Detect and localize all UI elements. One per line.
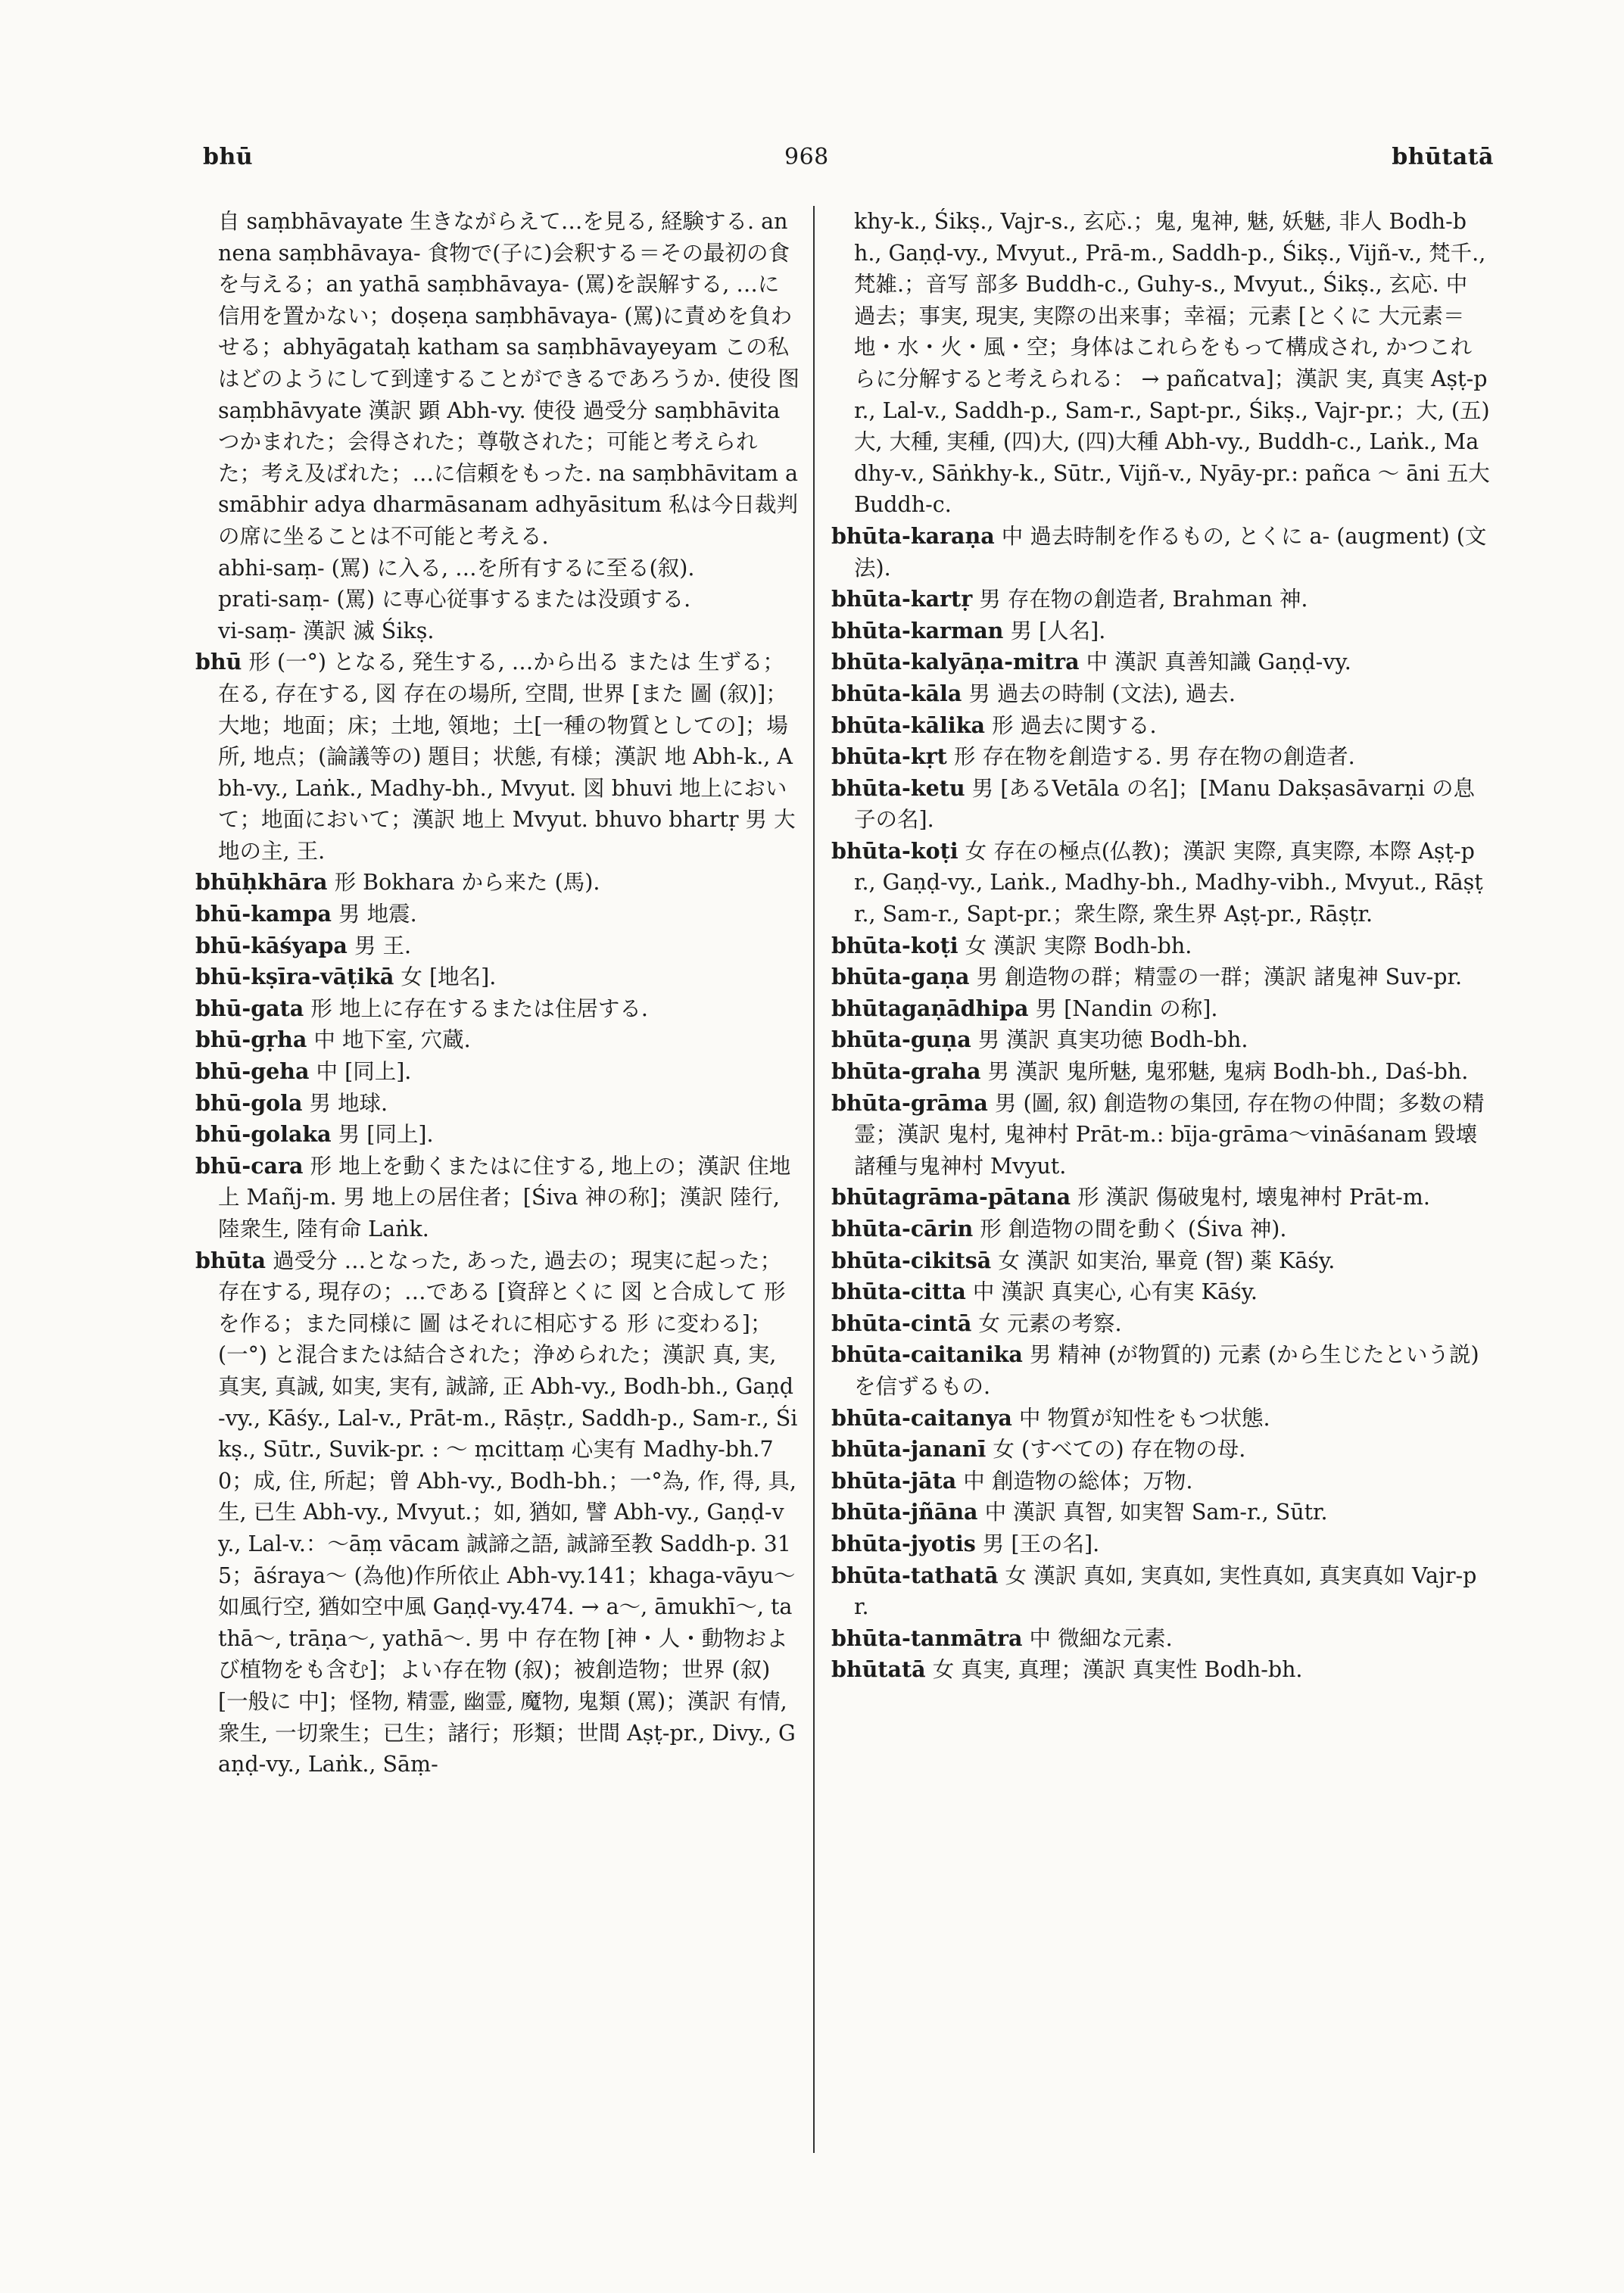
entry-definition: 女 存在の極点(仏教)；漢訳 実際, 真実際, 本際 Aṣṭ-pr., Gaṇḍ-vy., Laṅk., Madhy-bh., Madhy-vibh., Mvyut., Rāṣṭr., Sam-r., Sapt-pr.；衆生際, 衆生界 Aṣṭ-pr., Rāṣṭr.	[854, 838, 1483, 927]
running-head-left: bhū	[203, 144, 254, 170]
entry-definition: 形 (一°) となる, 発生する, …から出る または 生ずる；在る, 存在する, 図 存在の場所, 空間, 世界 [また 圖 (叙)]；大地；地面；床；土地, 領地；土[一種の物質としての]；場所, 地点；(論議等の) 題目；状態, 有様；漢訳 地 Abh-k., Abh-vy., Laṅk., Madhy-bh., Mvyut. 図 bhuvi 地上において；地面において；漢訳 地上 Mvyut. bhuvo bhartṛ 男 大地の主, 王.	[218, 650, 796, 864]
dictionary-entry	[831, 773, 1490, 836]
entry-definition: 女 真実, 真理；漢訳 真実性 Bodh-bh.	[925, 1657, 1303, 1683]
dictionary-entry	[195, 1119, 800, 1151]
entry-definition: 形 過去に関する.	[984, 712, 1157, 738]
entry-headword: bhūta-caitanika	[831, 1341, 1023, 1368]
dictionary-entry	[195, 867, 800, 899]
dictionary-entry	[831, 1528, 1490, 1560]
entry-definition: 男 [王の名].	[975, 1531, 1100, 1556]
entry-definition: 男 (圖, 叙) 創造物の集団, 存在物の仲間；多数の精霊；漢訳 鬼村, 鬼神村 Prāt-m.: bīja-grāma～vināśanam 毀壊諸種与鬼神村 Mvyut.	[854, 1090, 1485, 1179]
dictionary-entry	[831, 521, 1490, 584]
entry-continuation	[195, 553, 800, 584]
dictionary-entry	[831, 1434, 1490, 1466]
entry-headword: bhū-kāśyapa	[195, 932, 348, 958]
dictionary-entry	[831, 1403, 1490, 1435]
entry-definition: 形 漢訳 傷破鬼村, 壊鬼神村 Prāt-m.	[1071, 1185, 1430, 1210]
entry-definition: 男 過去の時制 (文法), 過去.	[962, 681, 1236, 706]
entry-headword: bhūta-caitanya	[831, 1404, 1012, 1431]
dictionary-entry	[831, 710, 1490, 742]
dictionary-entry	[195, 1245, 800, 1781]
entry-definition: 女 漢訳 真如, 実真如, 実性真如, 真実真如 Vajr-pr.	[854, 1562, 1477, 1620]
entry-headword: bhūta-koṭi	[831, 837, 959, 864]
entry-definition: 男 漢訳 真実功徳 Bodh-bh.	[971, 1027, 1248, 1053]
dictionary-entry	[195, 1088, 800, 1120]
dictionary-entry	[831, 1213, 1490, 1245]
entry-definition: 中 物質が知性をもつ状態.	[1011, 1405, 1270, 1431]
entry-definition: 男 地震.	[331, 902, 417, 927]
entry-definition: 中 地下室, 穴蔵.	[307, 1027, 471, 1053]
column-divider	[813, 206, 815, 2153]
dictionary-entry	[831, 1654, 1490, 1686]
entry-headword: bhū-gola	[195, 1089, 303, 1116]
dictionary-entry	[831, 678, 1490, 710]
entry-headword: bhūḥkhāra	[195, 869, 328, 896]
entry-definition: 中 創造物の総体；万物.	[956, 1468, 1193, 1494]
dictionary-entry	[195, 961, 800, 993]
entry-definition: 形 Bokhara から来た (馬).	[327, 870, 600, 896]
dictionary-entry	[831, 741, 1490, 773]
entry-headword: bhū-kṣīra-vāṭikā	[195, 964, 394, 990]
dictionary-entry	[195, 1024, 800, 1056]
dictionary-entry	[831, 584, 1490, 615]
entry-definition: 男 精神 (が物質的) 元素 (から生じたという説)を信ずるもの.	[854, 1342, 1479, 1399]
entry-headword: bhūta-tathatā	[831, 1562, 999, 1588]
entry-headword: bhū-golaka	[195, 1121, 332, 1148]
dictionary-entry	[831, 836, 1490, 930]
entry-definition: 中 [同上].	[309, 1059, 412, 1085]
entry-definition: 形 存在物を創造する. 男 存在物の創造者.	[946, 744, 1355, 770]
entry-definition: 男 王.	[347, 933, 412, 958]
entry-continuation	[831, 206, 1490, 521]
dictionary-entry	[831, 615, 1490, 647]
entry-headword: bhūta-gaṇa	[831, 964, 970, 990]
dictionary-entry	[831, 930, 1490, 962]
entry-definition: 中 過去時制を作るもの, とくに a- (augment) (文法).	[854, 523, 1487, 581]
dictionary-entry	[831, 1088, 1490, 1182]
entry-headword: bhūta-karman	[831, 617, 1004, 643]
entry-definition: 中 漢訳 真善知識 Gaṇḍ-vy.	[1079, 650, 1351, 675]
entry-continuation	[195, 584, 800, 615]
entry-headword: bhūtatā	[831, 1656, 926, 1683]
entry-definition: 男 創造物の群；精霊の一群；漢訳 諸鬼神 Suv-pr.	[969, 964, 1463, 990]
entry-definition: 男 漢訳 鬼所魅, 鬼邪魅, 鬼病 Bodh-bh., Daś-bh.	[980, 1059, 1469, 1085]
entry-headword: bhūta-cārin	[831, 1216, 974, 1242]
entry-definition: 中 漢訳 真智, 如実智 Sam-r., Sūtr.	[977, 1500, 1328, 1525]
entry-headword: bhūta-grāma	[831, 1089, 988, 1116]
entry-definition: 女 [地名].	[394, 964, 497, 990]
entry-headword: bhūta-graha	[831, 1058, 981, 1085]
dictionary-entry	[831, 1308, 1490, 1340]
entry-headword: bhūta-kālika	[831, 712, 985, 738]
entry-headword: bhūtagrāma-pātana	[831, 1184, 1071, 1210]
running-head-right: bhūtatā	[1392, 144, 1494, 170]
entry-definition: 中 漢訳 真実心, 心有実 Kāśy.	[965, 1279, 1258, 1305]
entry-definition: khy-k., Śikṣ., Vajr-s., 玄応.；鬼, 鬼神, 魅, 妖魅, 非人 Bodh-bh., Gaṇḍ-vy., Mvyut., Prā-m., Saddh-p., Śikṣ., Vijñ-v., 梵千., 梵雑.；音写 部多 Buddh-c., Guhy-s., Mvyut., Śikṣ., 玄応. 中 過去；事実, 現実, 実際の出来事；幸福；元素 [とくに 大元素＝地・水・火・風・空；身体はこれらをもって構成され, かつこれらに分解すると考えられる： → pañcatva]；漢訳 実, 真実 Aṣṭ-pr., Lal-v., Saddh-p., Sam-r., Sapt-pr., Śikṣ., Vajr-pr.；大, (五)大, 大種, 実種, (四)大, (四)大種 Abh-vy., Buddh-c., Laṅk., Madhy-v., Sāṅkhy-k., Sūtr., Vijñ-v., Nyāy-pr.: pañca ～ āni 五大 Buddh-c.	[854, 209, 1490, 518]
entry-headword: bhūta-kāla	[831, 680, 962, 706]
dictionary-entry	[831, 1339, 1490, 1402]
dictionary-entry	[195, 646, 800, 867]
entry-headword: bhūta-jāta	[831, 1467, 957, 1494]
entry-headword: bhūta-tanmātra	[831, 1625, 1023, 1651]
dictionary-entry	[831, 1497, 1490, 1528]
entry-continuation	[195, 615, 800, 647]
entry-headword: bhūta-jyotis	[831, 1530, 976, 1556]
dictionary-entry	[195, 993, 800, 1025]
dictionary-entry	[831, 1245, 1490, 1277]
entry-headword: bhūta-kṛt	[831, 743, 947, 770]
entry-headword: bhū-geha	[195, 1058, 310, 1085]
dictionary-entry	[195, 899, 800, 930]
dictionary-entry	[831, 1623, 1490, 1655]
entry-definition: 男 [同上].	[331, 1122, 434, 1148]
entry-headword: bhūta	[195, 1247, 267, 1273]
entry-headword: bhūta-citta	[831, 1279, 966, 1305]
dictionary-entry	[195, 930, 800, 962]
entry-definition: 男 地球.	[302, 1090, 388, 1116]
entry-headword: bhūta-kalyāṇa-mitra	[831, 649, 1080, 675]
entry-headword: bhūtagaṇādhipa	[831, 995, 1029, 1021]
right-column	[831, 206, 1490, 1686]
entry-headword: bhūta-jananī	[831, 1436, 987, 1463]
entry-definition: 男 [人名].	[1003, 618, 1106, 643]
entry-continuation	[195, 206, 800, 553]
entry-definition: 女 元素の考察.	[971, 1310, 1122, 1336]
entry-headword: bhūta-ketu	[831, 774, 965, 801]
entry-definition: 男 [あるVetāla の名]；[Manu Dakṣasāvarṇi の息子の名].	[854, 775, 1476, 833]
dictionary-entry	[831, 646, 1490, 678]
dictionary-entry	[831, 1024, 1490, 1056]
entry-definition: 女 漢訳 如実治, 畢竟 (智) 薬 Kāśy.	[991, 1248, 1336, 1273]
entry-definition: 形 地上に存在するまたは住居する.	[304, 995, 648, 1021]
entry-definition: 男 存在物の創造者, Brahman 神.	[972, 587, 1308, 612]
dictionary-entry	[831, 993, 1490, 1025]
entry-headword: bhūta-karaṇa	[831, 522, 995, 549]
page-number: 968	[784, 144, 829, 170]
dictionary-entry	[831, 1056, 1490, 1088]
entry-headword: bhūta-cikitsā	[831, 1247, 992, 1273]
entry-definition: vi-saṃ- 漢訳 滅 Śikṣ.	[218, 618, 435, 643]
entry-definition: 女 漢訳 実際 Bodh-bh.	[958, 933, 1192, 958]
entry-headword: bhū-cara	[195, 1152, 304, 1179]
entry-definition: 形 創造物の間を動く (Śiva 神).	[973, 1217, 1287, 1242]
entry-headword: bhūta-kartṛ	[831, 586, 973, 612]
entry-definition: 女 (すべての) 存在物の母.	[986, 1437, 1246, 1463]
dictionary-entry	[831, 1276, 1490, 1308]
entry-definition: 中 微細な元素.	[1022, 1625, 1173, 1651]
entry-headword: bhū-kampa	[195, 901, 332, 927]
entry-headword: bhū-gṛha	[195, 1027, 307, 1053]
dictionary-entry	[195, 1056, 800, 1088]
entry-definition: prati-saṃ- (罵) に専心従事するまたは没頭する.	[218, 587, 691, 612]
dictionary-entry	[831, 1466, 1490, 1497]
entry-definition: 過受分 …となった, あった, 過去の；現実に起った；存在する, 現存の；…である [資辞とくに 図 と合成して 形 を作る；また同様に 圖 はそれに相応する 形 に変わる]；(一°) と混合または結合された；浄められた；漢訳 真, 実, 真実, 真誠, 如実, 実有, 誠諦, 正 Abh-vy., Bodh-bh., Gaṇḍ-vy., Kāśy., Lal-v., Prāt-m., Rāṣṭr., Saddh-p., Sam-r., Śikṣ., Sūtr., Suvik-pr. : ～ ṃcittaṃ 心実有 Madhy-bh.70；成, 住, 所起；曾 Abh-vy., Bodh-bh.；一°為, 作, 得, 具, 生, 已生 Abh-vy., Mvyut.；如, 猶如, 譬 Abh-vy., Gaṇḍ-vy., Lal-v.：～āṃ vācam 誠諦之語, 誠諦至教 Saddh-p. 315；āśraya～ (為他)作所依止 Abh-vy.141；khaga-vāyu～ 如風行空, 猶如空中風 Gaṇḍ-vy.474. → a～, āmukhī～, tathā～, trāṇa～, yathā～. 男 中 存在物 [神・人・動物および植物をも含む]；よい存在物 (叙)；被創造物；世界 (叙) [一般に 中]；怪物, 精霊, 幽霊, 魔物, 鬼類 (罵)；漢訳 有情, 衆生, 一切衆生；已生；諸行；形類；世間 Aṣṭ-pr., Divy., Gaṇḍ-vy., Laṅk., Sāṃ-	[218, 1248, 798, 1777]
dictionary-entry	[831, 1560, 1490, 1623]
dictionary-entry	[195, 1151, 800, 1245]
entry-headword: bhūta-cintā	[831, 1310, 972, 1336]
entry-headword: bhū	[195, 649, 242, 675]
entry-definition: abhi-saṃ- (罵) に入る, …を所有するに至る(叙).	[218, 555, 695, 581]
entry-headword: bhūta-guṇa	[831, 1027, 971, 1053]
entry-definition: 自 saṃbhāvayate 生きながらえて…を見る, 経験する. annena saṃbhāvaya- 食物で(子に)会釈する＝その最初の食を与える；an yathā saṃbhāvaya- (罵)を誤解する, …に信用を置かない；doṣeṇa saṃbhāvaya- (罵)に責めを負わせる；abhyāgataḥ katham sa saṃbhāvayeyam この私はどのようにして到達することができるであろうか. 使役 图 saṃbhāvyate 漢訳 顕 Abh-vy. 使役 過受分 saṃbhāvita つかまれた；会得された；尊敬された；可能と考えられた；考え及ばれた；…に信頼をもった. na saṃbhāvitam asmābhir adya dharmāsanam adhyāsitum 私は今日裁判の席に坐ることは不可能と考える.	[218, 209, 800, 549]
entry-headword: bhūta-koṭi	[831, 932, 959, 958]
entry-definition: 男 [Nandin の称].	[1028, 995, 1218, 1021]
entry-headword: bhū-gata	[195, 995, 304, 1021]
left-column	[195, 206, 800, 1781]
entry-headword: bhūta-jñāna	[831, 1499, 978, 1525]
entry-definition: 形 地上を動くまたはに住する, 地上の；漢訳 住地上 Mañj-m. 男 地上の居住者；[Śiva 神の称]；漢訳 陸行, 陸衆生, 陸有命 Laṅk.	[218, 1153, 791, 1242]
dictionary-entry	[831, 1182, 1490, 1213]
dictionary-entry	[831, 961, 1490, 993]
